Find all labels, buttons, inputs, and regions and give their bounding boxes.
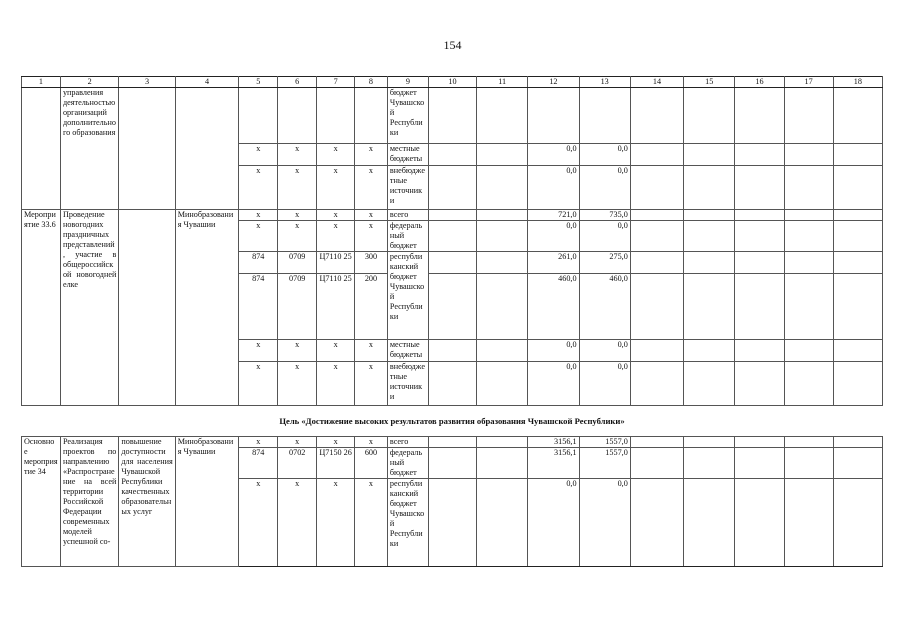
value-cell: 0,0 [528, 340, 579, 362]
section-code-cell: 0709 [278, 252, 317, 274]
cell-empty [477, 437, 528, 448]
cell-empty [784, 144, 833, 166]
value-cell: 3156,1 [528, 448, 579, 479]
cell-empty [735, 166, 784, 210]
target-code-cell: х [317, 479, 355, 567]
cell-empty [684, 221, 735, 252]
source-cell: всего [387, 210, 428, 221]
measure-id-cell: Основное мероприятие 34 [22, 437, 61, 567]
header-row [22, 77, 883, 88]
header-cell: 13 [579, 77, 630, 88]
expense-type-cell: х [355, 437, 388, 448]
gov-code-cell: х [239, 221, 278, 252]
cell-empty [428, 144, 476, 166]
header-cell: 16 [735, 77, 784, 88]
source-cell: внебюджетные источники [387, 362, 428, 406]
cell-empty [477, 479, 528, 567]
value-cell: 0,0 [579, 166, 630, 210]
cell-empty [784, 88, 833, 144]
target-code-cell: х [317, 210, 355, 221]
target-code-cell: х [317, 362, 355, 406]
header-cell: 10 [428, 77, 476, 88]
cell-empty [477, 88, 528, 144]
measure-goal-cell: повышение доступности для населения Чувашской Республики качественных образовательных услуг [119, 437, 175, 567]
section-code-cell: х [278, 144, 317, 166]
header-cell: 2 [60, 77, 118, 88]
target-code-cell: Ц7110 25 [317, 252, 355, 274]
cell-empty [477, 448, 528, 479]
header-cell: 17 [784, 77, 833, 88]
expense-type-cell: 300 [355, 252, 388, 274]
value-cell: 460,0 [579, 274, 630, 340]
cell-empty [833, 252, 882, 274]
cell-empty [784, 210, 833, 221]
source-cell: федеральный бюджет [387, 221, 428, 252]
table-row [22, 210, 883, 221]
cell-empty [477, 221, 528, 252]
cell-empty [784, 252, 833, 274]
header-cell: 9 [387, 77, 428, 88]
expense-type-cell [355, 88, 388, 144]
section-code-cell [278, 88, 317, 144]
cell-empty [428, 437, 476, 448]
value-cell: 0,0 [528, 479, 579, 567]
source-cell: бюджет Чувашской Республики [387, 88, 428, 144]
header-cell: 14 [630, 77, 683, 88]
expense-type-cell: х [355, 144, 388, 166]
cell-empty [833, 362, 882, 406]
cell-empty [735, 362, 784, 406]
expense-type-cell: 200 [355, 274, 388, 340]
cell-empty [477, 210, 528, 221]
gov-code-cell: х [239, 210, 278, 221]
cell-empty [630, 448, 683, 479]
header-cell: 1 [22, 77, 61, 88]
cell-empty [784, 448, 833, 479]
target-code-cell [317, 88, 355, 144]
cell-empty [684, 210, 735, 221]
gov-code-cell: х [239, 144, 278, 166]
expense-type-cell: х [355, 479, 388, 567]
cell-empty [833, 437, 882, 448]
value-cell [579, 88, 630, 144]
target-code-cell: Ц7150 26 [317, 448, 355, 479]
value-cell: 261,0 [528, 252, 579, 274]
section-code-cell: х [278, 362, 317, 406]
cell-empty [735, 252, 784, 274]
section-code-cell: 0702 [278, 448, 317, 479]
source-cell: всего [387, 437, 428, 448]
target-code-cell: Ц7110 25 [317, 274, 355, 340]
header-cell: 18 [833, 77, 882, 88]
cell-empty [735, 88, 784, 144]
cell-empty [630, 88, 683, 144]
cell-empty [428, 88, 476, 144]
cell-empty [833, 340, 882, 362]
value-cell: 0,0 [528, 362, 579, 406]
cell-empty [630, 166, 683, 210]
measure-goal-cell [119, 210, 175, 406]
cell-empty [630, 221, 683, 252]
value-cell [528, 88, 579, 144]
header-cell: 15 [684, 77, 735, 88]
gov-code-cell [239, 88, 278, 144]
cell-empty [477, 144, 528, 166]
gov-code-cell: х [239, 362, 278, 406]
value-cell: 1557,0 [579, 448, 630, 479]
page-number: 154 [443, 38, 462, 52]
cell-empty [784, 221, 833, 252]
cell-empty [784, 340, 833, 362]
cell-empty [684, 252, 735, 274]
cell-empty [630, 144, 683, 166]
source-cell: местные бюджеты [387, 340, 428, 362]
cell-empty [477, 274, 528, 340]
source-cell: внебюджетные источники [387, 166, 428, 210]
header-cell: 11 [477, 77, 528, 88]
expense-type-cell: х [355, 362, 388, 406]
cell-empty [684, 479, 735, 567]
cell-empty [630, 210, 683, 221]
header-cell: 5 [239, 77, 278, 88]
section-code-cell: х [278, 166, 317, 210]
cell-empty [630, 437, 683, 448]
goal-row [22, 406, 883, 437]
cell-empty [735, 479, 784, 567]
target-code-cell: х [317, 437, 355, 448]
measure-id-cell: Мероприятие 33.6 [22, 210, 61, 406]
cell-empty [735, 437, 784, 448]
value-cell: 0,0 [579, 479, 630, 567]
header-cell: 3 [119, 77, 175, 88]
gov-code-cell: х [239, 340, 278, 362]
cell-empty [784, 274, 833, 340]
cell-empty [684, 166, 735, 210]
gov-code-cell: 874 [239, 252, 278, 274]
value-cell: 735,0 [579, 210, 630, 221]
cell-empty [175, 88, 239, 210]
cell-empty [735, 448, 784, 479]
cell-empty [735, 274, 784, 340]
gov-code-cell: 874 [239, 448, 278, 479]
target-code-cell: х [317, 144, 355, 166]
expense-type-cell: х [355, 210, 388, 221]
value-cell: 275,0 [579, 252, 630, 274]
value-cell: 721,0 [528, 210, 579, 221]
value-cell: 0,0 [528, 144, 579, 166]
cell-empty [833, 166, 882, 210]
cell-empty [684, 362, 735, 406]
source-cell: местные бюджеты [387, 144, 428, 166]
cell-empty [784, 166, 833, 210]
value-cell: 0,0 [579, 362, 630, 406]
cell-empty [684, 274, 735, 340]
cell-empty [428, 252, 476, 274]
cell-empty [735, 210, 784, 221]
cell-empty [735, 340, 784, 362]
cell-empty [428, 479, 476, 567]
source-cell: федеральный бюджет [387, 448, 428, 479]
cell-empty [684, 144, 735, 166]
cell-empty [833, 221, 882, 252]
section-code-cell: х [278, 437, 317, 448]
cell-empty [428, 340, 476, 362]
cell-empty [833, 144, 882, 166]
cell-empty [477, 252, 528, 274]
cell-empty [735, 221, 784, 252]
table-row [22, 437, 883, 448]
goal-heading: Цель «Достижение высоких результатов развития образования Чувашской Республики» [22, 406, 883, 437]
cell-empty [477, 362, 528, 406]
header-cell: 6 [278, 77, 317, 88]
value-cell: 0,0 [579, 340, 630, 362]
cell-empty [684, 448, 735, 479]
gov-code-cell: 874 [239, 274, 278, 340]
header-cell: 4 [175, 77, 239, 88]
target-code-cell: х [317, 340, 355, 362]
value-cell: 0,0 [528, 166, 579, 210]
cell-empty [477, 340, 528, 362]
expense-type-cell: х [355, 221, 388, 252]
cell-empty [833, 274, 882, 340]
cell-empty [784, 362, 833, 406]
cell-empty [22, 88, 61, 210]
header-cell: 7 [317, 77, 355, 88]
cell-empty [477, 166, 528, 210]
cell-empty [119, 88, 175, 210]
gov-code-cell: х [239, 437, 278, 448]
cell-empty [428, 362, 476, 406]
cell-empty [428, 166, 476, 210]
cell-empty [428, 210, 476, 221]
executor-cell: Минобразования Чувашии [175, 437, 239, 567]
cell-empty [833, 88, 882, 144]
cell-empty [833, 479, 882, 567]
source-cell: республиканский бюджет Чувашской Республики [387, 252, 428, 340]
cell-empty [630, 274, 683, 340]
table-row [22, 88, 883, 144]
gov-code-cell: х [239, 166, 278, 210]
value-cell: 1557,0 [579, 437, 630, 448]
section-code-cell: х [278, 210, 317, 221]
value-cell: 3156,1 [528, 437, 579, 448]
cell-empty [630, 252, 683, 274]
source-cell: республиканский бюджет Чувашской Республики [387, 479, 428, 567]
budget-table [21, 76, 883, 567]
cell-empty [428, 448, 476, 479]
measure-name-cell: Проведение новогодних праздничных представлений, участие в общероссийской новогодней елке [60, 210, 118, 406]
value-cell: 0,0 [528, 221, 579, 252]
expense-type-cell: 600 [355, 448, 388, 479]
header-cell: 12 [528, 77, 579, 88]
value-cell: 460,0 [528, 274, 579, 340]
gov-code-cell: х [239, 479, 278, 567]
section-code-cell: х [278, 340, 317, 362]
cell-empty [630, 362, 683, 406]
value-cell: 0,0 [579, 221, 630, 252]
cell-empty [684, 88, 735, 144]
measure-name-cell: Реализация проектов по направлению «Распространение на всей территории Российской Федерации современных моделей успешной со- [60, 437, 118, 567]
cell-empty [833, 448, 882, 479]
section-code-cell: 0709 [278, 274, 317, 340]
cell-empty [428, 221, 476, 252]
expense-type-cell: х [355, 166, 388, 210]
cell-empty [833, 210, 882, 221]
cell-empty [784, 437, 833, 448]
target-code-cell: х [317, 221, 355, 252]
cell-empty [630, 340, 683, 362]
header-cell: 8 [355, 77, 388, 88]
measure-name-cell: управления деятельностью организаций дополнительного образования [60, 88, 118, 210]
cell-empty [428, 274, 476, 340]
cell-empty [684, 340, 735, 362]
cell-empty [630, 479, 683, 567]
target-code-cell: х [317, 166, 355, 210]
cell-empty [684, 437, 735, 448]
executor-cell: Минобразования Чувашии [175, 210, 239, 406]
expense-type-cell: х [355, 340, 388, 362]
cell-empty [784, 479, 833, 567]
section-code-cell: х [278, 221, 317, 252]
section-code-cell: х [278, 479, 317, 567]
cell-empty [735, 144, 784, 166]
value-cell: 0,0 [579, 144, 630, 166]
